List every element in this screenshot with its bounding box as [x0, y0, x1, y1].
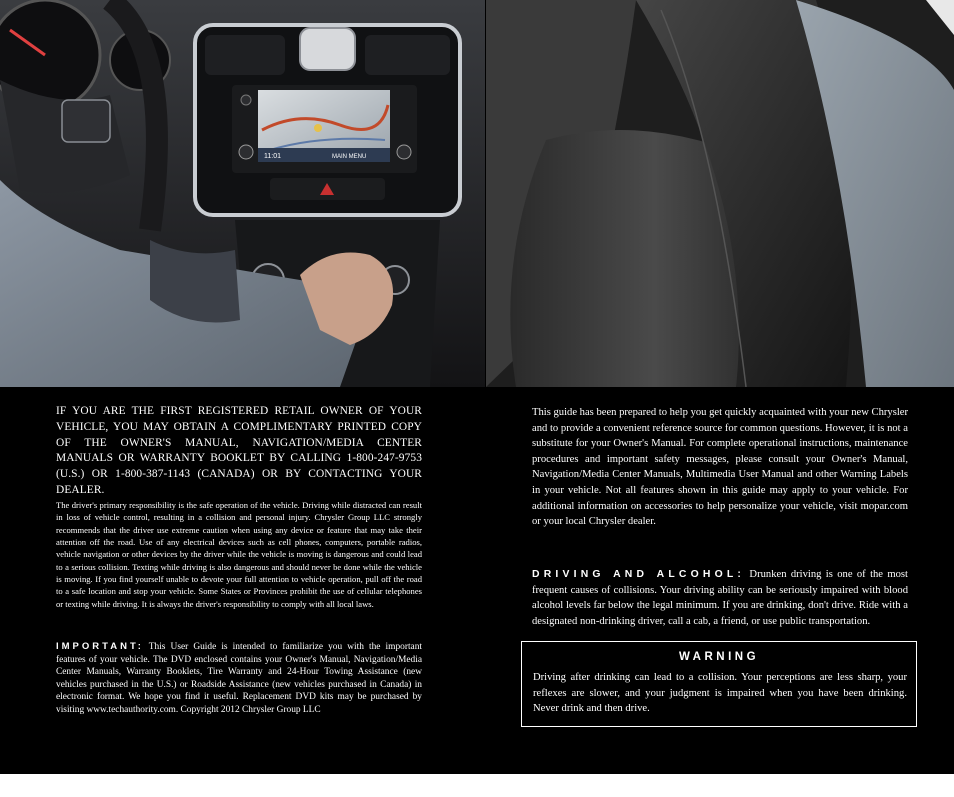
driving-alcohol-text: Drunken driving is one of the most frequent causes of collisions. Your driving ability can be seriously impaired with blood alcohol levels far below the legal minimum. If you are drinking, don't drive. Ride with a designated non-drinking driver, call a cab, a friend, or use public transportation. — [532, 569, 908, 627]
dashboard-photo — [0, 0, 485, 387]
dashboard-illustration — [0, 0, 485, 387]
warning-title: WARNING — [678, 651, 760, 663]
driver-responsibility-text: The driver's primary responsibility is the safe operation of the vehicle. Driving while distracted can result in loss of vehicle control, resulting in a collision and personal injury. Chrysler Group LLC strongly recommends that the driver use extreme caution when using any device or feature that may take their attention off the road. Use of any electrical devices such as cell phones, computers, portable radios, vehicle navigation or other devices by the driver while the vehicle is moving is dangerous and could lead to a serious collision. Texting while driving is also dangerous and should never be done while the vehicle is moving. If you find yourself unable to devote your full attention to vehicle operation, pull off the road to a safe location and stop your vehicle. Some States or Provinces prohibit the use of cellular telephones or texting while driving. It is always the driver's responsibility to comply with all local laws. — [56, 500, 422, 609]
seat-photo — [486, 0, 954, 387]
owner-manual-notice: IF YOU ARE THE FIRST REGISTERED RETAIL OWNER OF YOUR VEHICLE, YOU MAY OBTAIN A COMPLIMENTARY PRINTED COPY OF THE OWNER'S MANUAL, NAVIGATION/MEDIA CENTER MANUALS OR WARRANTY BOOKLET BY CALLING 1-800-247-9753 (U.S.) OR 1-800-387-1143 (CANADA) OR BY CONTACTING YOUR DEALER. — [56, 405, 422, 496]
important-lead: IMPORTANT: — [56, 641, 144, 652]
important-text: This User Guide is intended to familiarize you with the important features of your vehicle. The DVD enclosed contains your Owner's Manual, Navigation/Media Center Manuals, Warranty Booklets, Tire Warranty and 24-Hour Towing Assistance (new vehicles purchased in the U.S.) or Roadside Assistance (new vehicles purchased in Canada) in electronic format. We hope you find it useful. Replacement DVD kits may be purchased by visiting www.techauthority.com. Copyright 2012 Chrysler Group LLC — [56, 642, 422, 715]
warning-text: Driving after drinking can lead to a collision. Your perceptions are less sharp, your reflexes are slower, and your judgment is impaired when you have been drinking. Never drink and then drive. — [533, 672, 907, 715]
driving-alcohol-paragraph — [532, 567, 908, 629]
important-paragraph — [56, 641, 422, 717]
warning-box — [521, 641, 917, 727]
seat-illustration — [486, 0, 954, 387]
guide-intro-text: This guide has been prepared to help you get quickly acquainted with your new Chrysler and to provide a convenient reference source for common questions. However, it is not a substitute for your Owner's Manual. For complete operational instructions, maintenance procedures and important safety messages, please consult your Owner's Manual, Navigation/Media Center Manuals, Multimedia User Manual and other Warning Labels in your vehicle. Not all features shown in this guide may apply to your vehicle. For additional information on accessories to help personalize your vehicle, visit mopar.com or your local Chrysler dealer. — [532, 407, 908, 528]
nav-screen-menu: MAIN MENU — [332, 154, 367, 160]
nav-screen-time: 11:01 — [264, 153, 281, 160]
page-bottom-margin — [0, 774, 954, 797]
driving-alcohol-lead: DRIVING AND ALCOHOL: — [532, 569, 746, 580]
